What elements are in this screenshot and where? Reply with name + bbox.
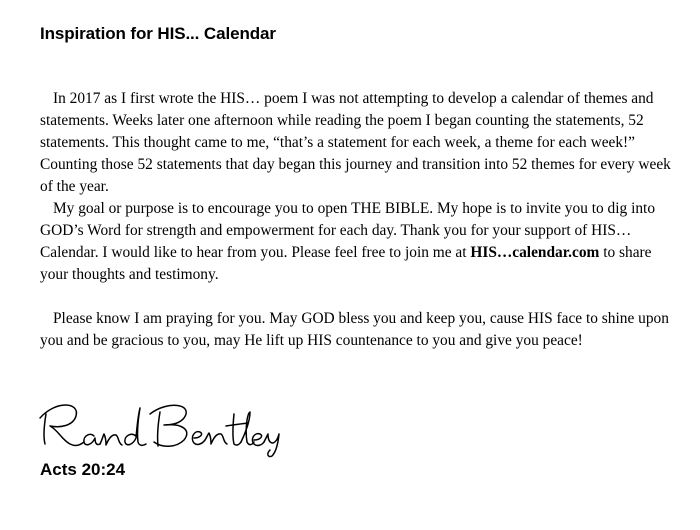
paragraph-purpose-text-start: My goal or purpose is to encourage you to open THE BIBLE. My hope is to invite you to dig into GOD’s Word for strength and empowerment for each day. Thank you for your support of HIS… Calendar. I would like to hear from you. Please feel free to join me at (40, 200, 656, 261)
scripture-reference: Acts 20:24 (40, 460, 126, 479)
paragraph-purpose (40, 198, 680, 286)
signature-image (36, 392, 286, 458)
paragraph-purpose-text-end: to share your thoughts and testimony. (40, 244, 652, 283)
page-title: Inspiration for HIS... Calendar (40, 24, 276, 43)
paragraph-blessing: Please know I am praying for you. May GOD bless you and keep you, cause HIS face to shine upon you and be gracious to you, may He lift up HIS countenance to you and give you peace! (40, 310, 669, 349)
letter-body (40, 88, 680, 352)
paragraph-origin: In 2017 as I first wrote the HIS… poem I was not attempting to develop a calendar of themes and statements. Weeks later one afternoon while reading the poem I began counting the statements, 52 statements. This thought came to me, “that’s a statement for each week, a theme for each week!” Counting those 52 statements that day began this journey and transition into 52 themes for every week of the year. (40, 90, 671, 195)
website-link-text: HIS…calendar.com (470, 244, 600, 261)
